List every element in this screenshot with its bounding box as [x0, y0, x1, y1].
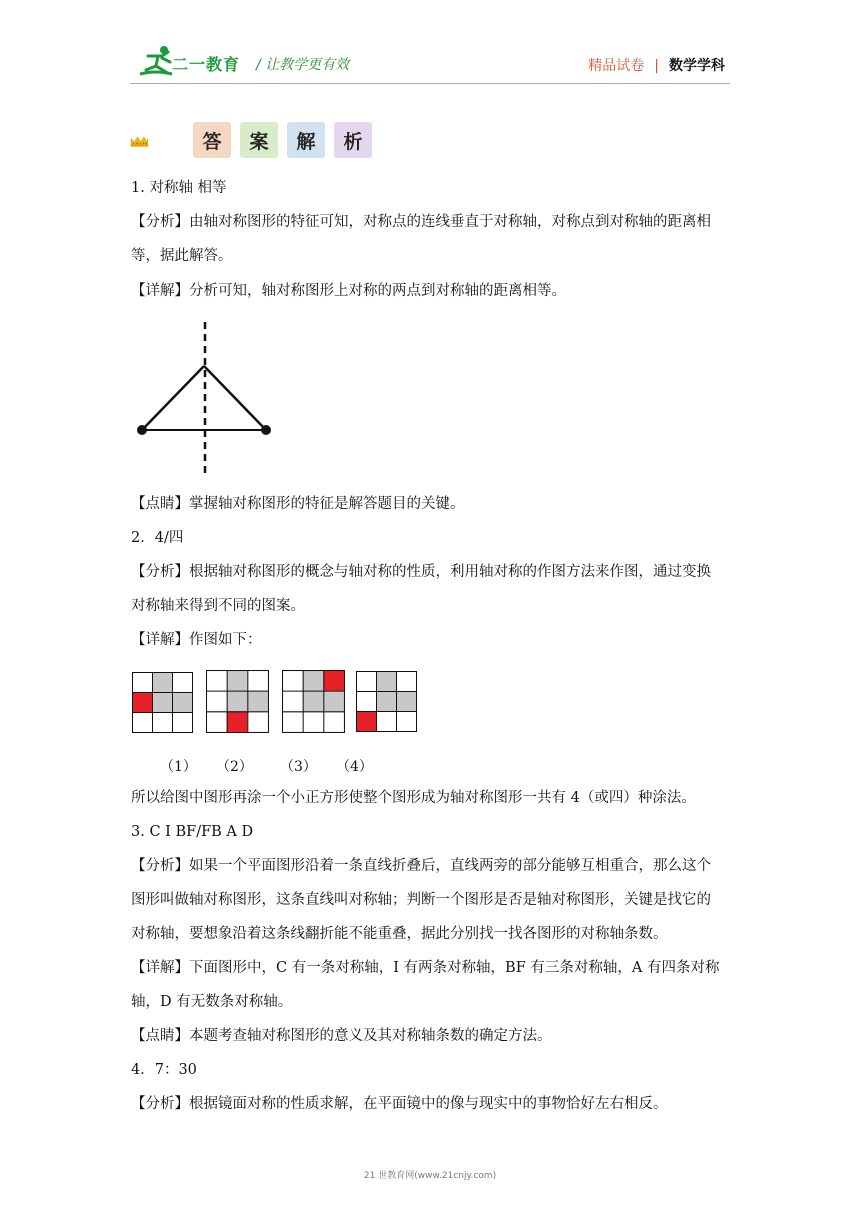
crown-icon [130, 118, 200, 164]
answer-4: 4．7：30 [131, 1062, 197, 1078]
detail-1: 【详解】分析可知，轴对称图形上对称的两点到对称轴的距离相等。 [131, 283, 566, 299]
analysis-3-line3: 对称轴，要想象沿着这条线翻折能不能重叠，据此分别找一找各图形的对称轴条数。 [131, 926, 668, 942]
header-rule [130, 83, 730, 84]
answer-3: 3. C I BF/FB A D [131, 824, 254, 840]
banner-char-4: 析 [334, 122, 372, 158]
grid-figure-4 [356, 670, 418, 734]
banner-char-2: 案 [240, 122, 278, 158]
detail-3-line1: 【详解】下面图形中，C 有一条对称轴，I 有两条对称轴，BF 有三条对称轴，A 有四条对称 [131, 960, 720, 976]
grid-figure-1 [132, 672, 194, 734]
grid-label-3: （3） [280, 759, 317, 775]
header-tag: 精品试卷 [588, 58, 645, 74]
grid-figure-3 [282, 670, 346, 734]
analysis-2-line2: 对称轴来得到不同的图案。 [131, 598, 305, 614]
header-right [588, 55, 725, 75]
key-point-1: 【点睛】掌握轴对称图形的特征是解答题目的关键。 [131, 496, 465, 512]
analysis-1-line2: 等，据此解答。 [131, 248, 233, 264]
page-header [0, 0, 860, 95]
grid-figure-2 [206, 670, 270, 734]
answer-2: 2．4/四 [131, 530, 184, 546]
grid-label-2: （2） [216, 759, 253, 775]
detail-2: 【详解】作图如下： [131, 632, 262, 648]
header-subject: 数学学科 [669, 58, 725, 74]
conclusion-2: 所以给图中图形再涂一个小正方形使整个图形成为轴对称图形一共有 4（或四）种涂法。 [131, 790, 696, 806]
analysis-2-line1: 【分析】根据轴对称图形的概念与轴对称的性质，利用轴对称的作图方法来作图，通过变换 [131, 564, 711, 580]
page-footer: 21 世教育网(www.21cnjy.com) [363, 1171, 497, 1181]
logo-text: 二一教育 [172, 55, 241, 74]
analysis-1-line1: 【分析】由轴对称图形的特征可知，对称点的连线垂直于对称轴，对称点到对称轴的距离相 [131, 214, 711, 230]
grid-label-4: （4） [336, 759, 373, 775]
slogan: / 让教学更有效 [256, 57, 350, 73]
banner-char-3: 解 [287, 122, 325, 158]
banner-char-1: 答 [193, 122, 231, 158]
symmetry-triangle-figure [130, 318, 280, 478]
key-point-3: 【点睛】本题考查轴对称图形的意义及其对称轴条数的确定方法。 [131, 1028, 552, 1044]
header-separator: | [654, 58, 659, 74]
answer-1: 1. 对称轴 相等 [131, 180, 227, 196]
analysis-3-line2: 图形叫做轴对称图形，这条直线叫对称轴；判断一个图形是否是轴对称图形，关键是找它的 [131, 892, 711, 908]
analysis-3-line1: 【分析】如果一个平面图形沿着一条直线折叠后，直线两旁的部分能够互相重合，那么这个 [131, 858, 711, 874]
analysis-4: 【分析】根据镜面对称的性质求解，在平面镜中的像与现实中的事物恰好左右相反。 [131, 1096, 668, 1112]
grid-label-1: （1） [160, 759, 197, 775]
detail-3-line2: 轴，D 有无数条对称轴。 [131, 994, 293, 1010]
